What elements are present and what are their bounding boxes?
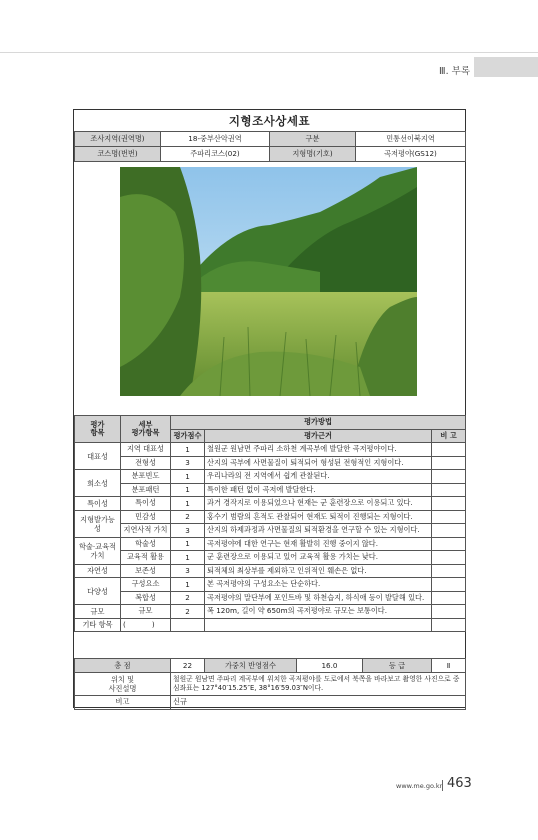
eval-score: 1	[171, 497, 205, 511]
eval-row	[75, 497, 466, 511]
header-item: 평가 항목	[75, 416, 121, 443]
eval-note	[432, 591, 466, 605]
eval-basis: 특이한 패턴 없이 곡저에 발달한다.	[205, 483, 432, 497]
eval-note	[432, 605, 466, 619]
eval-score: 3	[171, 456, 205, 470]
region-label: 조사지역(권역명)	[75, 132, 161, 147]
header-method: 평가방법	[171, 416, 466, 430]
eval-subitem: 민감성	[121, 510, 171, 524]
evaluation-table	[74, 415, 466, 632]
landform-label: 지형명(기호)	[270, 147, 356, 162]
form-title: 지형조사상세표	[228, 114, 311, 128]
evaluation-rows	[75, 443, 466, 619]
site-photo	[120, 167, 417, 396]
eval-group-name: 학술·교육적 가치	[75, 537, 121, 564]
eval-basis: 본 곡저평야의 구성요소는 단순하다.	[205, 578, 432, 592]
eval-row	[75, 456, 466, 470]
header-score: 평가점수	[171, 429, 205, 443]
eval-subitem: 전형성	[121, 456, 171, 470]
eval-note	[432, 510, 466, 524]
course-label: 코스명(번번)	[75, 147, 161, 162]
eval-group-name: 규모	[75, 605, 121, 619]
photo-desc-text: 철원군 원남면 주파리 계곡부에 위치한 곡저평야를 도로에서 북쪽을 바라보고 촬영한 사진으로 중심좌표는 127°40′15.25″E, 38°16′59.03″N이다.	[171, 673, 466, 696]
chapter-label: Ⅲ. 부록	[439, 66, 470, 77]
summary-table	[74, 658, 466, 710]
eval-score: 1	[171, 483, 205, 497]
eval-score: 1	[171, 578, 205, 592]
eval-row	[75, 443, 466, 457]
eval-subitem: 구성요소	[121, 578, 171, 592]
eval-note	[432, 564, 466, 578]
district-label: 구분	[270, 132, 356, 147]
eval-row	[75, 564, 466, 578]
chapter-tab	[474, 57, 538, 77]
eval-subitem: 특이성	[121, 497, 171, 511]
eval-score: 1	[171, 551, 205, 565]
eval-group-name: 대표성	[75, 443, 121, 470]
eval-row	[75, 605, 466, 619]
weighted-value: 16.0	[297, 659, 363, 673]
eval-row	[75, 537, 466, 551]
grade-value: Ⅱ	[432, 659, 466, 673]
eval-score: 1	[171, 470, 205, 484]
eval-basis: 군 훈련장으로 이용되고 있어 교육적 활용 가치는 낮다.	[205, 551, 432, 565]
eval-row	[75, 591, 466, 605]
eval-subitem: 지역 대표성	[121, 443, 171, 457]
course-value: 주파리코스(02)	[161, 147, 270, 162]
eval-score: 1	[171, 443, 205, 457]
meta-table	[74, 131, 466, 162]
landform-value: 곡저평야(GS12)	[356, 147, 466, 162]
eval-score: 2	[171, 605, 205, 619]
eval-row	[75, 510, 466, 524]
eval-subitem: 분포빈도	[121, 470, 171, 484]
eval-row	[75, 551, 466, 565]
other-close: )	[151, 620, 155, 630]
eval-row	[75, 470, 466, 484]
eval-basis: 산지의 하제과정과 사면물질의 퇴적환경을 연구할 수 있는 지형이다.	[205, 524, 432, 538]
eval-note	[432, 497, 466, 511]
region-value: 18-중부산악권역	[161, 132, 270, 147]
total-label: 총 점	[75, 659, 171, 673]
footer-url: www.me.go.kr	[396, 782, 443, 790]
eval-subitem: 규모	[121, 605, 171, 619]
header-basis: 평가근거	[205, 429, 432, 443]
eval-basis: 우리나라의 전 지역에서 쉽게 관찰된다.	[205, 470, 432, 484]
eval-score: 2	[171, 591, 205, 605]
total-value: 22	[171, 659, 205, 673]
eval-score: 2	[171, 510, 205, 524]
eval-row	[75, 483, 466, 497]
eval-basis: 과거 경작지로 이용되었으나 현재는 군 훈련장으로 이용되고 있다.	[205, 497, 432, 511]
other-value	[121, 618, 171, 632]
header-subitem: 세부 평가항목	[121, 416, 171, 443]
header-rule	[0, 52, 538, 53]
eval-basis: 홍수기 범람의 흔적도 관찰되어 현재도 퇴적이 진행되는 지형이다.	[205, 510, 432, 524]
eval-subitem: 학술성	[121, 537, 171, 551]
eval-basis: 곡저평야에 대한 연구는 현재 활발히 진행 중이지 않다.	[205, 537, 432, 551]
eval-basis: 퇴적체의 최상부를 제외하고 인위적인 훼손은 없다.	[205, 564, 432, 578]
eval-group-name: 특이성	[75, 497, 121, 511]
eval-note	[432, 470, 466, 484]
eval-group-name: 자연성	[75, 564, 121, 578]
eval-group-name: 희소성	[75, 470, 121, 497]
remark-value: 신규	[171, 696, 466, 710]
other-open: (	[123, 620, 126, 630]
eval-group-name: 다양성	[75, 578, 121, 605]
eval-note	[432, 443, 466, 457]
eval-basis: 철원군 원남면 주파리 소하천 계곡부에 발달한 곡저평야이다.	[205, 443, 432, 457]
eval-subitem: 복합성	[121, 591, 171, 605]
site-photo-image	[120, 167, 417, 396]
eval-basis: 곡저평야의 말단부에 포인트바 및 하천습지, 하식애 등이 발달해 있다.	[205, 591, 432, 605]
eval-subitem: 교육적 활용	[121, 551, 171, 565]
other-label: 기타 항목	[75, 618, 121, 632]
eval-score: 1	[171, 537, 205, 551]
eval-note	[432, 537, 466, 551]
eval-note	[432, 524, 466, 538]
footer-separator	[442, 780, 443, 791]
eval-subitem: 분포패턴	[121, 483, 171, 497]
eval-note	[432, 551, 466, 565]
grade-label: 등 급	[363, 659, 432, 673]
eval-score: 3	[171, 524, 205, 538]
eval-row	[75, 524, 466, 538]
eval-subitem: 지연사적 가치	[121, 524, 171, 538]
eval-row	[75, 578, 466, 592]
page-number: 463	[447, 776, 472, 791]
eval-note	[432, 483, 466, 497]
eval-score: 3	[171, 564, 205, 578]
remark-label: 비고	[75, 696, 171, 710]
eval-subitem: 보존성	[121, 564, 171, 578]
photo-desc-label: 위치 및 사진설명	[75, 673, 171, 696]
district-value: 민통선이북지역	[356, 132, 466, 147]
eval-note	[432, 456, 466, 470]
weighted-label: 가중치 반영점수	[205, 659, 297, 673]
eval-basis: 폭 120m, 길이 약 650m의 곡저평야로 규모는 보통이다.	[205, 605, 432, 619]
eval-note	[432, 578, 466, 592]
eval-group-name: 지형발가능성	[75, 510, 121, 537]
header-note: 비 고	[432, 429, 466, 443]
eval-basis: 산지의 곡부에 사면물질이 퇴적되어 형성된 전형적인 지형이다.	[205, 456, 432, 470]
